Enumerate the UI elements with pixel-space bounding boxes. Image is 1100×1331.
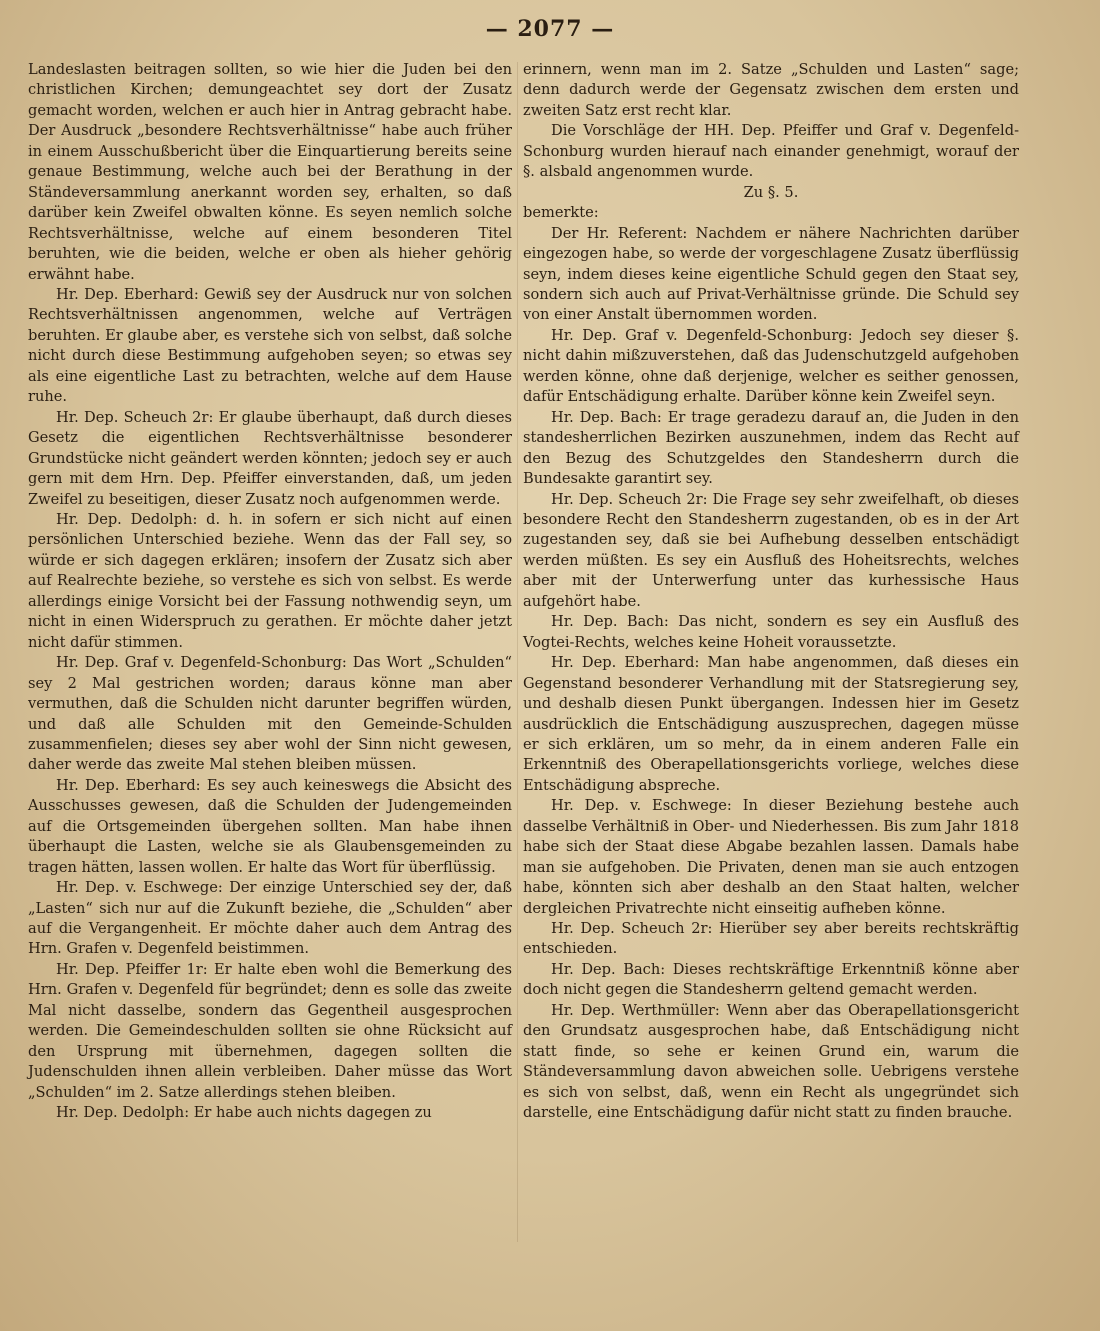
paragraph: Landeslasten beitragen sollten, so wie hier die Juden bei den christlichen Kirchen; demungeachtet sey dort der Zusatz gemacht worden, welchen er auch hier in Antrag gebracht habe. Der Ausdruck „besondere Rechtsverhältnisse“ habe auch früher in einem Ausschußbericht über die Einquartierung bereits seine genaue Bestimmung, welche auch bei der Berathung in der Ständeversammlung anerkannt worden sey, erhalten, so daß darüber kein Zweifel obwalten könne. Es seyen nemlich solche Rechtsverhältnisse, welche auf einem besonderen Titel beruhten, wie die beiden, welche er oben als hieher gehörig erwähnt habe.: [28, 61, 512, 283]
paragraph: Hr. Dep. Scheuch 2r: Er glaube überhaupt, daß durch dieses Gesetz die eigentlichen Rechtsverhältnisse besonderer Grundstücke nicht geändert werden könnten; jedoch sey er auch gern mit dem Hrn. Dep. Pfeiffer einverstanden, daß, um jeden Zweifel zu beseitigen, dieser Zusatz noch aufgenommen werde.: [28, 408, 512, 508]
column-divider: [517, 62, 518, 1242]
paragraph: Hr. Dep. v. Eschwege: Der einzige Unterschied sey der, daß „Lasten“ sich nur auf die Zukunft beziehe, die „Schulden“ aber auf die Vergangenheit. Er möchte daher auch dem Antrag des Hrn. Grafen v. Degenfeld beistimmen.: [28, 879, 512, 958]
paragraph: Die Vorschläge der HH. Dep. Pfeiffer und Graf v. Degenfeld-Schonburg wurden hierauf nach einander genehmigt, worauf der §. alsbald angenommen wurde.: [523, 122, 1019, 181]
paragraph: Hr. Dep. Bach: Er trage geradezu darauf an, die Juden in den standesherrlichen Bezirken auszunehmen, indem das Recht auf den Bezug des Schutzgeldes den Standesherrn durch die Bundesakte garantirt sey.: [523, 408, 1019, 488]
paragraph: Hr. Dep. Pfeiffer 1r: Er halte eben wohl die Bemerkung des Hrn. Grafen v. Degenfeld für begründet; denn es solle das zweite Mal nicht dasselbe, sondern das Gegentheil ausgesprochen werden. Die Gemeindeschulden sollten sie ohne Rücksicht auf den Ursprung mit übernehmen, dagegen sollten die Judenschulden ihnen allein verbleiben. Daher müsse das Wort „Schulden“ im 2. Satze allerdings stehen bleiben.: [28, 960, 512, 1101]
paragraph: Hr. Dep. Scheuch 2r: Hierüber sey aber bereits rechtskräftig entschieden.: [523, 920, 1019, 958]
paragraph: Hr. Dep. Dedolph: Er habe auch nichts dagegen zu: [56, 1104, 432, 1122]
paragraph: Hr. Dep. Bach: Dieses rechtskräftige Erkenntniß könne aber doch nicht gegen die Standesherrn geltend gemacht werden.: [523, 960, 1019, 999]
paragraph: Hr. Dep. v. Eschwege: In dieser Beziehung bestehe auch dasselbe Verhältniß in Ober- und Niederhessen. Bis zum Jahr 1818 habe sich der Staat diese Abgabe bezahlen lassen. Damals habe man sie aufgehoben. Die Privaten, denen man sie auch entzogen habe, könnten sich aber deshalb an den Staat halten, welcher dergleichen Privatrechte nicht einseitig aufheben könne.: [523, 797, 1019, 917]
paragraph: Hr. Dep. Bach: Das nicht, sondern es sey ein Ausfluß des Vogtei-Rechts, welches keine Hoheit voraussetzte.: [523, 613, 1019, 651]
page-number: — 2077 —: [485, 16, 615, 42]
paragraph: Hr. Dep. Dedolph: d. h. in sofern er sich nicht auf einen persönlichen Unterschied beziehe. Wenn das der Fall sey, so würde er sich dagegen erklären; insofern der Zusatz sich aber auf Realrechte beziehe, so verstehe es sich von selbst. Es werde allerdings einige Vorsicht bei der Fassung nothwendig seyn, um nicht in einen Widerspruch zu gerathen. Er möchte daher jetzt nicht dafür stimmen.: [28, 510, 512, 651]
paragraph: Hr. Dep. Graf v. Degenfeld-Schonburg: Jedoch sey dieser §. nicht dahin mißzuverstehen, daß das Judenschutzgeld aufgehoben werden könne, ohne daß derjenige, welcher es seither genossen, dafür Entschädigung erhalte. Darüber könne kein Zweifel seyn.: [523, 326, 1019, 406]
paragraph: Hr. Dep. Scheuch 2r: Die Frage sey sehr zweifelhaft, ob dieses besondere Recht den Standesherrn zugestanden, ob es in der Art zugestanden sey, daß sie bei Aufhebung desselben entschädigt werden müßten. Es sey ein Ausfluß des Hoheitsrechts, welches aber mit der Unterwerfung unter das kurhessische Haus aufgehört habe.: [523, 490, 1019, 610]
paragraph: Hr. Dep. Graf v. Degenfeld-Schonburg: Das Wort „Schulden“ sey 2 Mal gestrichen worden; daraus könne man aber vermuthen, daß die Schulden nicht darunter begriffen würden, und daß alle Schulden mit den Gemeinde-Schulden zusammenfielen; dieses sey aber wohl der Sinn nicht gewesen, daher werde das zweite Mal stehen bleiben müssen.: [28, 654, 512, 774]
right-column: [523, 60, 1019, 1124]
paragraph: bemerkte:: [523, 204, 599, 222]
paragraph: Der Hr. Referent: Nachdem er nähere Nachrichten darüber eingezogen habe, so werde der vorgeschlagene Zusatz überflüssig seyn, indem dieses keine eigentliche Schuld gegen den Staat sey, sondern sich auch auf Privat-Verhältnisse gründe. Die Schuld sey von einer Anstalt übernommen worden.: [523, 224, 1019, 324]
paragraph: Hr. Dep. Eberhard: Gewiß sey der Ausdruck nur von solchen Rechtsverhältnissen angenommen, welche auf Verträgen beruhten. Er glaube aber, es verstehe sich von selbst, daß solche nicht durch diese Bestimmung aufgehoben seyen; so etwas sey als eine eigentliche Last zu betrachten, welche auf dem Hause ruhe.: [28, 285, 512, 406]
paragraph: Hr. Dep. Eberhard: Man habe angenommen, daß dieses ein Gegenstand besonderer Verhandlung mit der Statsregierung sey, und deshalb diesen Punkt übergangen. Indessen hier im Gesetz ausdrücklich die Entschädigung auszusprechen, dagegen müsse er sich erklären, um so mehr, da in einem anderen Falle ein Erkenntniß des Oberapellationsgerichts vorliege, welches diese Entschädigung abspreche.: [523, 654, 1019, 794]
paragraph: Zu §. 5.: [743, 183, 799, 201]
paragraph: Hr. Dep. Werthmüller: Wenn aber das Oberapellationsgericht den Grundsatz ausgesprochen habe, daß Entschädigung nicht statt finde, so sehe er keinen Grund ein, warum die Ständeversammlung davon abweichen solle. Uebrigens verstehe es sich von selbst, daß, wenn ein Recht als ungegründet sich darstelle, eine Entschädigung dafür nicht statt zu finden brauche.: [523, 1001, 1019, 1122]
left-column: [28, 60, 512, 1124]
paragraph: erinnern, wenn man im 2. Satze „Schulden und Lasten“ sage; denn dadurch werde der Gegensatz zwischen dem ersten und zweiten Satz erst recht klar.: [523, 61, 1019, 119]
paragraph: Hr. Dep. Eberhard: Es sey auch keineswegs die Absicht des Ausschusses gewesen, daß die Schulden der Judengemeinden auf die Ortsgemeinden übergehen sollten. Man habe ihnen überhaupt die Lasten, welche sie als Glaubensgemeinden zu tragen hätten, lassen wollen. Er halte das Wort für überflüssig.: [28, 776, 512, 876]
